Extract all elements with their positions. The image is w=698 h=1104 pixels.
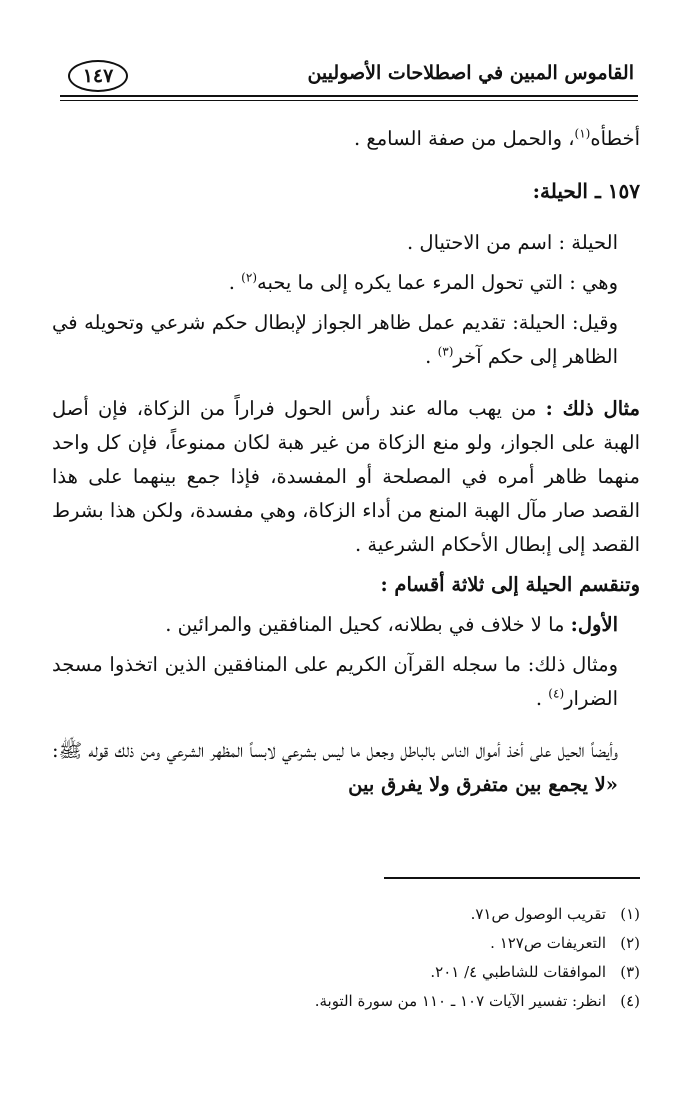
example-text: من يهب ماله عند رأس الحول فراراً من الزكاة، فإن أصل الهبة على الجواز، ولو منع الزكاة من غير هبة لكان ممنوعاً، فإن كل واحد منهما ظاهر أمره في المصلحة أو المفسدة، فإذا جمع بينهما على هذا القصد صار مآل الهبة المنع من أداء الزكاة، وهي مفسدة، ولكن هذا بشرط القصد إلى إبطال الأحكام الشرعية . [52, 397, 640, 556]
definition-3 [52, 306, 640, 374]
definition-1: الحيلة : اسم من الاحتيال . [407, 231, 618, 254]
continuation-text: أخطأه [590, 127, 640, 150]
footnote-number: (٣) [620, 963, 640, 981]
footnote-item [200, 987, 640, 1016]
also-paragraph [52, 734, 640, 802]
definition-2-end: . [228, 271, 242, 294]
footnote-number: (١) [620, 905, 640, 923]
division-heading: وتنقسم الحيلة إلى ثلاثة أقسام : [380, 573, 640, 596]
definition-3-end: . [425, 345, 438, 368]
footnote-item [200, 900, 640, 929]
definition-2 [52, 266, 640, 300]
running-title: القاموس المبين في اصطلاحات الأصوليين [307, 62, 634, 84]
footnote-ref-4[interactable]: (٤) [548, 686, 565, 701]
continuation-paragraph [52, 122, 640, 156]
footnote-text: تقريب الوصول ص٧١. [470, 905, 606, 923]
header-rule-thick [60, 95, 638, 97]
footnote-number: (٤) [620, 992, 640, 1010]
footnote-ref-1[interactable]: (١) [574, 126, 591, 141]
footnote-number: (٢) [620, 934, 640, 952]
example-lead: مثال ذلك : [545, 397, 640, 420]
first-type-text: ما لا خلاف في بطلانه، كحيل المنافقين والمرائين . [165, 613, 571, 636]
first-type [52, 608, 640, 642]
footnote-ref-2[interactable]: (٢) [241, 270, 257, 285]
page-header [60, 58, 640, 94]
example-2-text: ومثال ذلك: ما سجله القرآن الكريم على المنافقين الذين اتخذوا مسجد الضرار [52, 653, 618, 710]
continuation-rest: ، والحمل من صفة السامع . [353, 127, 575, 150]
main-text [52, 122, 640, 802]
definition-2-text: وهي : التي تحول المرء عما يكره إلى ما يحبه [257, 271, 618, 294]
definition-3-text: وقيل: الحيلة: تقديم عمل ظاهر الجواز لإبطال حكم شرعي وتحويله في الظاهر إلى حكم آخر [52, 311, 618, 368]
entry-heading: ١٥٧ ـ الحيلة: [532, 179, 640, 203]
page-number: ١٤٧ [68, 60, 128, 92]
footnotes [200, 900, 640, 1016]
footnote-text: الموافقات للشاطبي ٤/ ٢٠١. [430, 963, 606, 981]
header-rule-thin [60, 100, 638, 101]
example-2-end: . [535, 687, 549, 710]
hadith-quote: «لا يجمع بين متفرق ولا يفرق بين [348, 773, 618, 796]
example-2 [52, 648, 640, 716]
footnote-item [200, 958, 640, 987]
footnote-item [200, 929, 640, 958]
footnote-text: انظر: تفسير الآيات ١٠٧ ـ ١١٠ من سورة التوبة. [314, 992, 606, 1010]
footnote-separator [384, 877, 640, 879]
first-type-label: الأول: [570, 613, 618, 636]
footnote-text: التعريفات ص١٢٧ . [490, 934, 606, 952]
also-text: وأيضاً الحيل على أخذ أموال الناس بالباطل وجعل ما ليس بشرعي لابساً المظهر الشرعي ومن ذلك قوله ﷺ: [52, 739, 618, 762]
example-paragraph [52, 392, 640, 562]
footnote-ref-3[interactable]: (٣) [437, 344, 454, 359]
